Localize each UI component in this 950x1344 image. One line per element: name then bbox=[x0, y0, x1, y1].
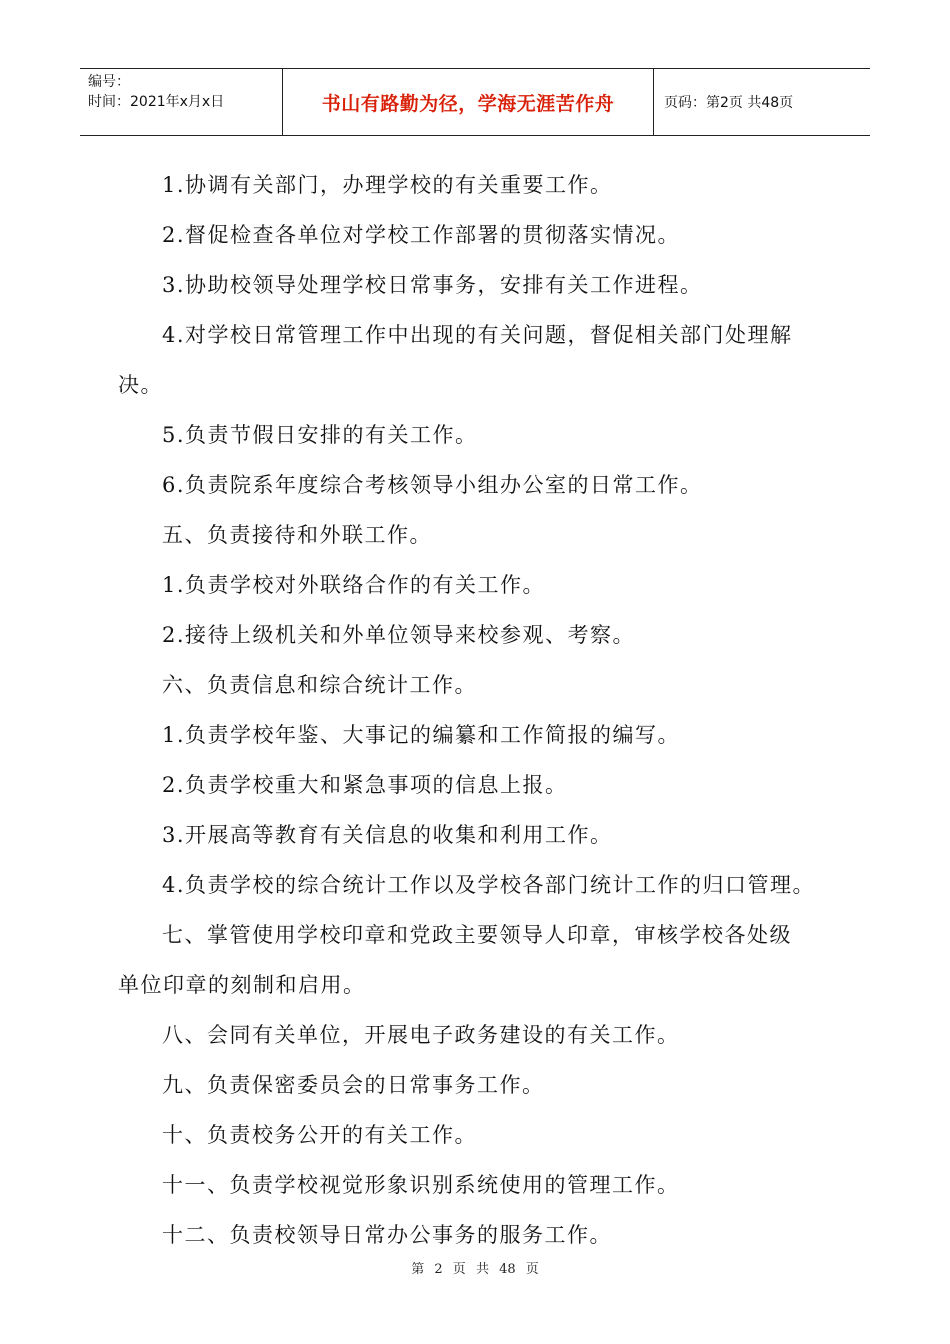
body-line: 五、负责接待和外联工作。 bbox=[162, 523, 432, 547]
document-time-label: 时间：2021年x月x日 bbox=[88, 94, 225, 110]
header-meta bbox=[80, 69, 283, 135]
body-line: 八、会同有关单位，开展电子政务建设的有关工作。 bbox=[162, 1023, 680, 1047]
document-number-label: 编号： bbox=[88, 74, 130, 90]
body-line: 九、负责保密委员会的日常事务工作。 bbox=[162, 1073, 545, 1097]
body-line: 十、负责校务公开的有关工作。 bbox=[162, 1123, 477, 1147]
body-line: 2.接待上级机关和外单位领导来校参观、考察。 bbox=[162, 623, 636, 647]
header-motto: 书山有路勤为径，学海无涯苦作舟 bbox=[283, 69, 654, 135]
body-line: 2.督促检查各单位对学校工作部署的贯彻落实情况。 bbox=[162, 223, 681, 247]
footer-page-number: 2 bbox=[434, 1262, 443, 1277]
body-line: 4.负责学校的综合统计工作以及学校各部门统计工作的归口管理。 bbox=[162, 873, 816, 897]
document-body bbox=[118, 160, 838, 1260]
footer-total-pages: 48 bbox=[499, 1262, 516, 1277]
body-line: 3.开展高等教育有关信息的收集和利用工作。 bbox=[162, 823, 613, 847]
body-line: 3.协助校领导处理学校日常事务，安排有关工作进程。 bbox=[162, 273, 703, 297]
body-line: 4.对学校日常管理工作中出现的有关问题，督促相关部门处理解 bbox=[162, 323, 793, 347]
body-line: 十一、负责学校视觉形象识别系统使用的管理工作。 bbox=[162, 1173, 680, 1197]
body-line: 单位印章的刻制和启用。 bbox=[118, 973, 366, 997]
body-line: 6.负责院系年度综合考核领导小组办公室的日常工作。 bbox=[162, 473, 703, 497]
page-header bbox=[80, 68, 870, 136]
footer-page-prefix: 第 bbox=[411, 1262, 425, 1277]
body-line: 5.负责节假日安排的有关工作。 bbox=[162, 423, 478, 447]
body-line: 十二、负责校领导日常办公事务的服务工作。 bbox=[162, 1223, 612, 1247]
body-line: 1.负责学校年鉴、大事记的编纂和工作简报的编写。 bbox=[162, 723, 681, 747]
page-footer bbox=[0, 1258, 950, 1277]
footer-page-unit: 页 bbox=[452, 1262, 466, 1277]
body-line: 1.协调有关部门，办理学校的有关重要工作。 bbox=[162, 173, 613, 197]
body-line: 2.负责学校重大和紧急事项的信息上报。 bbox=[162, 773, 568, 797]
body-line: 六、负责信息和综合统计工作。 bbox=[162, 673, 477, 697]
footer-total-unit: 页 bbox=[525, 1262, 539, 1277]
body-line: 七、掌管使用学校印章和党政主要领导人印章，审核学校各处级 bbox=[162, 923, 792, 947]
body-line: 1.负责学校对外联络合作的有关工作。 bbox=[162, 573, 546, 597]
footer-total-prefix: 共 bbox=[475, 1262, 489, 1277]
body-line: 决。 bbox=[118, 373, 163, 397]
header-page-info: 页码：第2页 共48页 bbox=[664, 95, 794, 111]
